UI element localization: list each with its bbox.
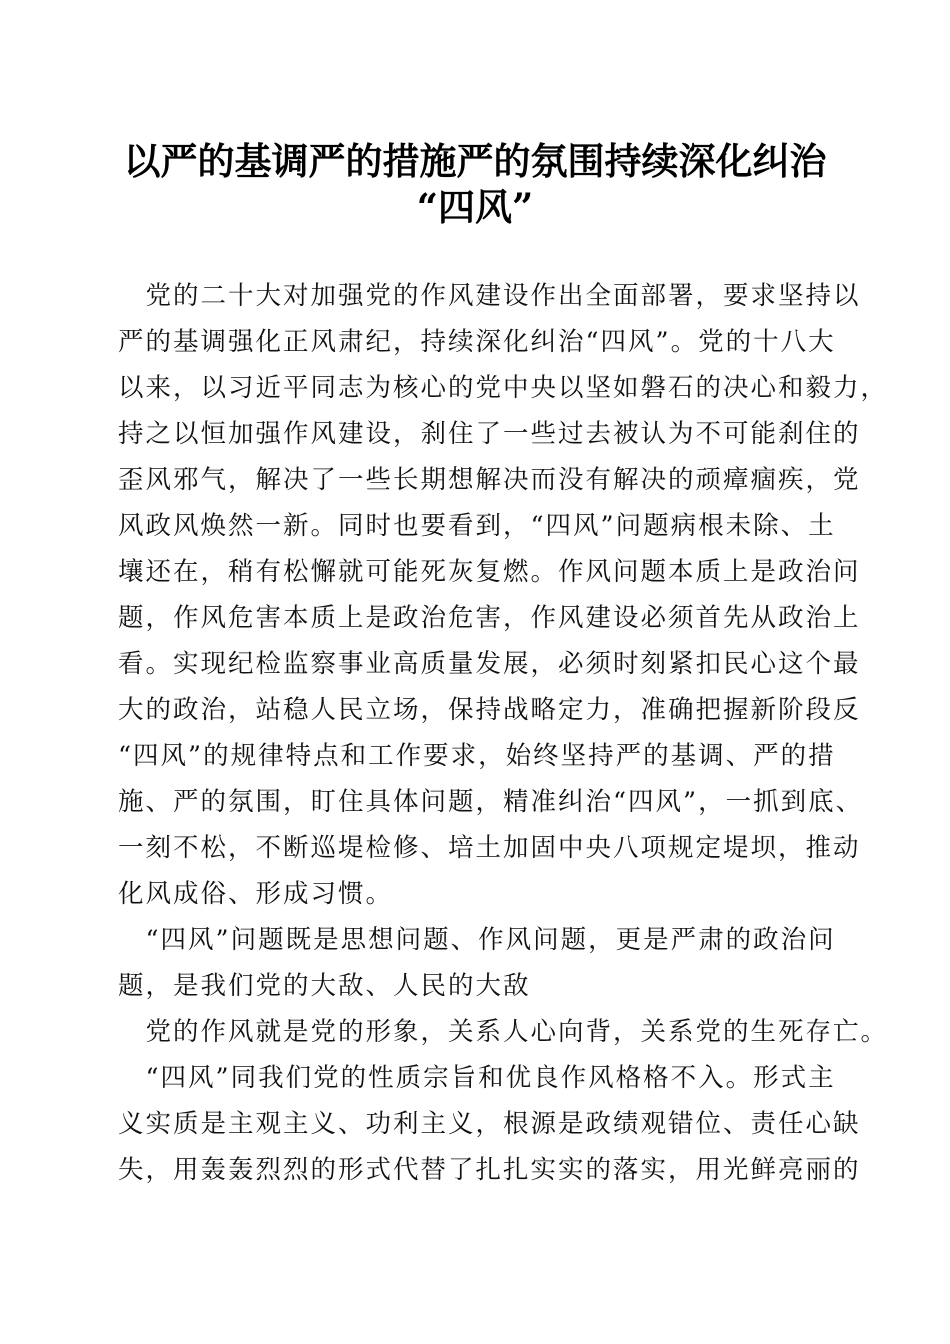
body-line: 党的二十大对加强党的作风建设作出全面部署，要求坚持以 bbox=[118, 281, 861, 311]
body-line: 义实质是主观主义、功利主义，根源是政绩观错位、责任心缺 bbox=[118, 1109, 861, 1139]
body-line: “四风”的规律特点和工作要求，始终坚持严的基调、严的措 bbox=[118, 741, 836, 771]
body-line: 失，用轰轰烈烈的形式代替了扎扎实实的落实，用光鲜亮丽的 bbox=[118, 1155, 861, 1185]
body-line: 看。实现纪检监察事业高质量发展，必须时刻紧扣民心这个最 bbox=[118, 649, 861, 679]
body-line: 题，作风危害本质上是政治危害，作风建设必须首先从政治上 bbox=[118, 603, 861, 633]
body-line: 歪风邪气，解决了一些长期想解决而没有解决的顽瘴痼疾，党 bbox=[118, 465, 861, 495]
document-title-line-2: “四风” bbox=[416, 185, 534, 229]
body-line: 大的政治，站稳人民立场，保持战略定力，准确把握新阶段反 bbox=[118, 695, 861, 725]
body-line: 持之以恒加强作风建设，刹住了一些过去被认为不可能刹住的 bbox=[118, 419, 861, 449]
body-line: “四风”问题既是思想问题、作风问题，更是严肃的政治问 bbox=[118, 925, 836, 955]
body-line: 风政风焕然一新。同时也要看到，“四风”问题病根未除、土 bbox=[118, 511, 836, 541]
body-line: 施、严的氛围，盯住具体问题，精准纠治“四风”，一抓到底、 bbox=[118, 787, 864, 817]
body-line: 化风成俗、形成习惯。 bbox=[118, 879, 394, 909]
document-title-line-1: 以严的基调严的措施严的氛围持续深化纠治 bbox=[123, 139, 827, 183]
body-line: “四风”同我们党的性质宗旨和优良作风格格不入。形式主 bbox=[118, 1063, 836, 1093]
body-line: 党的作风就是党的形象，关系人心向背，关系党的生死存亡。 bbox=[118, 1017, 889, 1047]
body-line: 壤还在，稍有松懈就可能死灰复燃。作风问题本质上是政治问 bbox=[118, 557, 861, 587]
body-line: 以来，以习近平同志为核心的党中央以坚如磐石的决心和毅力， bbox=[118, 373, 889, 403]
body-line: 一刻不松，不断巡堤检修、培土加固中央八项规定堤坝，推动 bbox=[118, 833, 861, 863]
body-line: 严的基调强化正风肃纪，持续深化纠治“四风”。党的十八大 bbox=[118, 327, 836, 357]
body-line: 题，是我们党的大敌、人民的大敌 bbox=[118, 971, 531, 1001]
